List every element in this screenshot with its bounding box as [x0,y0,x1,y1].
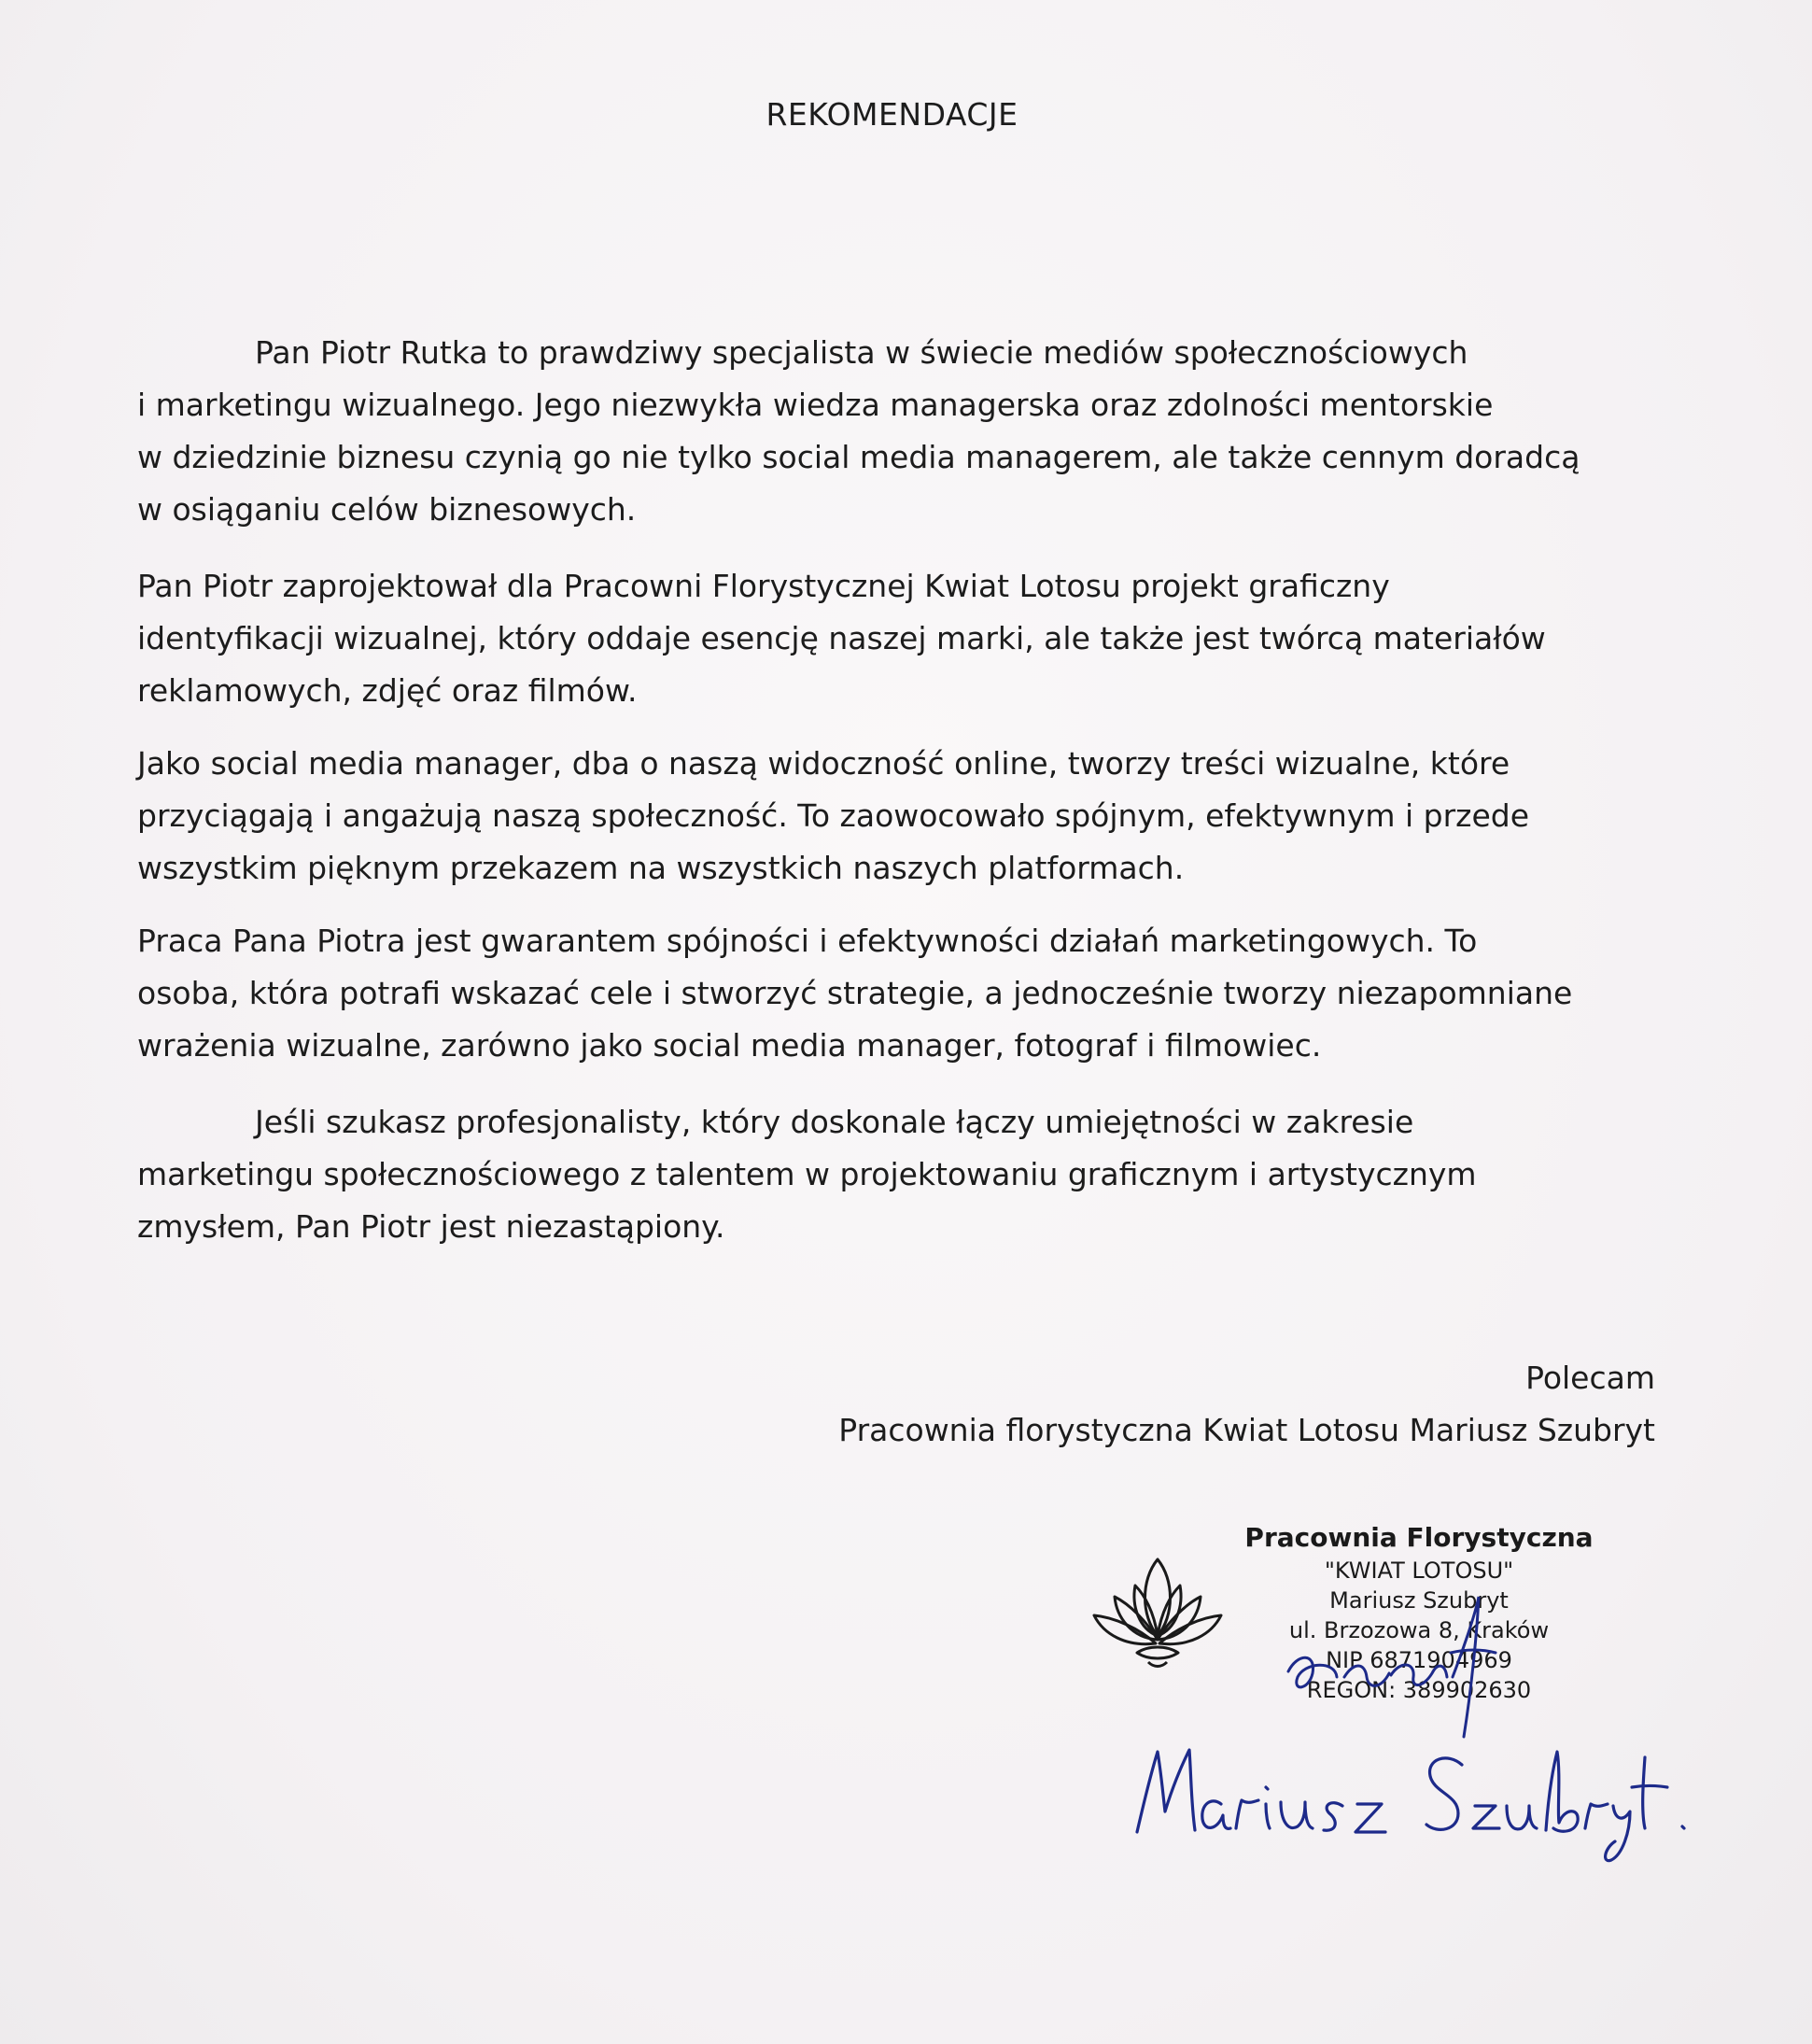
paragraph-2 [137,560,1668,717]
paragraph-line: Pan Piotr Rutka to prawdziwy specjalista w świecie mediów społecznościowych [255,334,1468,371]
paragraph-1 [137,327,1668,536]
closing-signatory: Pracownia florystyczna Kwiat Lotosu Mariusz Szubryt [838,1412,1655,1448]
paragraph-line: zmysłem, Pan Piotr jest niezastąpiony. [137,1208,725,1245]
paragraph-line: wszystkim pięknym przekazem na wszystkich naszych platformach. [137,850,1185,886]
paragraph-line: Jeśli szukasz profesjonalisty, który doskonale łączy umiejętności w zakresie [255,1104,1414,1140]
paragraph-line: w dziedzinie biznesu czynią go nie tylko social media managerem, ale także cennym doradcą [137,439,1580,475]
paragraph-line: wrażenia wizualne, zarówno jako social media manager, fotograf i filmowiec. [137,1027,1322,1064]
paragraph-5 [137,1096,1668,1253]
paragraph-line: Pan Piotr zaprojektował dla Pracowni Florystycznej Kwiat Lotosu projekt graficzny [137,568,1390,604]
stamp-regon: REGON: 389902630 [1306,1677,1532,1703]
paragraph-line: przyciągają i angażują naszą społeczność. To zaowocowało spójnym, efektywnym i przede [137,797,1530,834]
paragraph-line: w osiąganiu celów biznesowych. [137,491,637,528]
stamp-owner: Mariusz Szubryt [1329,1587,1509,1614]
stamp-company-name: Pracownia Florystyczna [1244,1522,1594,1553]
paragraph-line: identyfikacji wizualnej, który oddaje esencję naszej marki, ale także jest twórcą materiałów [137,620,1546,656]
handwritten-signature [1130,1718,1727,1868]
paragraph-line: Jako social media manager, dba o naszą widoczność online, tworzy treści wizualne, które [137,745,1510,782]
paragraph-3 [137,738,1668,895]
stamp-address: ul. Brzozowa 8, Kraków [1288,1617,1550,1643]
paragraph-line: reklamowych, zdjęć oraz filmów. [137,672,638,709]
paragraph-line: Praca Pana Piotra jest gwarantem spójności i efektywności działań marketingowych. To [137,923,1478,959]
stamp-brand: "KWIAT LOTOSU" [1324,1558,1514,1584]
paragraph-line: osoba, która potrafi wskazać cele i stworzyć strategie, a jednocześnie tworzy niezapomniane [137,975,1573,1011]
document-title: REKOMENDACJE [766,96,1018,133]
paragraph-4 [137,915,1668,1072]
paragraph-line: i marketingu wizualnego. Jego niezwykła wiedza managerska oraz zdolności mentorskie [137,387,1494,423]
paragraph-line: marketingu społecznościowego z talentem w projektowaniu graficznym i artystycznym [137,1156,1477,1192]
closing-word: Polecam [1525,1360,1655,1396]
stamp-nip: NIP 6871904969 [1326,1647,1512,1673]
